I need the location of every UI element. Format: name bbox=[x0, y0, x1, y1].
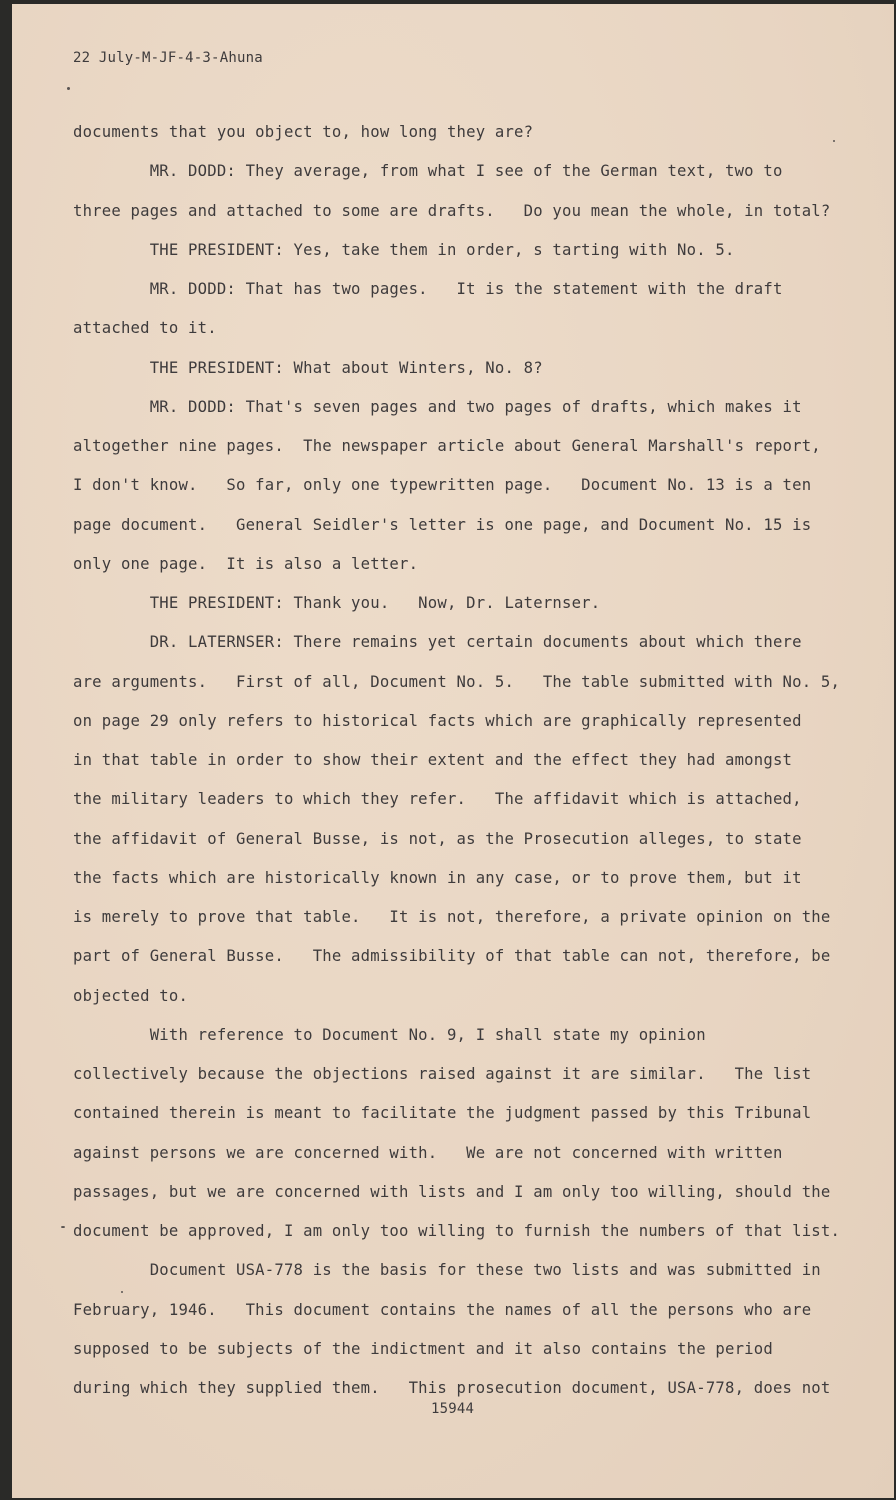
text-line: only one page. It is also a letter. bbox=[73, 554, 419, 573]
text-line: are arguments. First of all, Document No. 5. The table submitted with No. 5, bbox=[73, 672, 841, 691]
text-line: page document. General Seidler's letter is one page, and Document No. 15 is bbox=[73, 515, 812, 534]
text-line: part of General Busse. The admissibility of that table can not, therefore, be bbox=[73, 947, 831, 966]
text-line: DR. LATERNSER: There remains yet certain documents about which there bbox=[73, 633, 802, 652]
text-line: I don't know. So far, only one typewritten page. Document No. 13 is a ten bbox=[73, 476, 812, 495]
text-line: Document USA-778 is the basis for these two lists and was submitted in bbox=[73, 1261, 821, 1280]
text-line: in that table in order to show their extent and the effect they had amongst bbox=[73, 751, 793, 769]
text-line: three pages and attached to some are drafts. Do you mean the whole, in total? bbox=[73, 201, 831, 220]
text-line: against persons we are concerned with. We are not concerned with written bbox=[73, 1143, 783, 1162]
text-line: the facts which are historically known in any case, or to prove them, but it bbox=[73, 868, 802, 887]
text-line: during which they supplied them. This prosecution document, USA-778, does not bbox=[73, 1379, 831, 1397]
text-line: the affidavit of General Busse, is not, as the Prosecution alleges, to state bbox=[73, 829, 802, 848]
text-line: MR. DODD: That has two pages. It is the statement with the draft bbox=[73, 280, 783, 298]
paper-speck bbox=[61, 1226, 65, 1228]
text-line: THE PRESIDENT: Thank you. Now, Dr. Laternser. bbox=[73, 594, 601, 612]
text-line: the military leaders to which they refer. The affidavit which is attached, bbox=[73, 790, 802, 809]
text-line: altogether nine pages. The newspaper article about General Marshall's report, bbox=[73, 437, 821, 455]
text-line: on page 29 only refers to historical facts which are graphically represented bbox=[73, 711, 802, 730]
text-line: is merely to prove that table. It is not, therefore, a private opinion on the bbox=[73, 908, 831, 926]
text-line: collectively because the objections raised against it are similar. The list bbox=[73, 1065, 812, 1083]
text-line: passages, but we are concerned with lists and I am only too willing, should the bbox=[73, 1182, 831, 1201]
text-line: MR. DODD: That's seven pages and two pages of drafts, which makes it bbox=[73, 397, 802, 416]
paper-speck bbox=[833, 140, 835, 142]
text-line: With reference to Document No. 9, I shall state my opinion bbox=[73, 1025, 706, 1044]
text-line: documents that you object to, how long they are? bbox=[73, 123, 534, 141]
paper-speck bbox=[67, 87, 70, 90]
text-line: THE PRESIDENT: Yes, take them in order, s tarting with No. 5. bbox=[73, 240, 735, 259]
paper-speck bbox=[121, 1291, 123, 1293]
text-line: MR. DODD: They average, from what I see of the German text, two to bbox=[73, 162, 783, 181]
text-line: attached to it. bbox=[73, 319, 217, 338]
text-line: document be approved, I am only too willing to furnish the numbers of that list. bbox=[73, 1222, 841, 1240]
text-line: supposed to be subjects of the indictment and it also contains the period bbox=[73, 1339, 773, 1358]
text-line: February, 1946. This document contains the names of all the persons who are bbox=[73, 1300, 812, 1319]
text-line: THE PRESIDENT: What about Winters, No. 8? bbox=[73, 358, 543, 377]
document-page bbox=[12, 4, 894, 1498]
text-line: objected to. bbox=[73, 986, 189, 1005]
text-line: contained therein is meant to facilitate the judgment passed by this Tribunal bbox=[73, 1104, 812, 1123]
page-header: 22 July-M-JF-4-3-Ahuna bbox=[73, 50, 263, 66]
page-number: 15944 bbox=[431, 1401, 475, 1417]
